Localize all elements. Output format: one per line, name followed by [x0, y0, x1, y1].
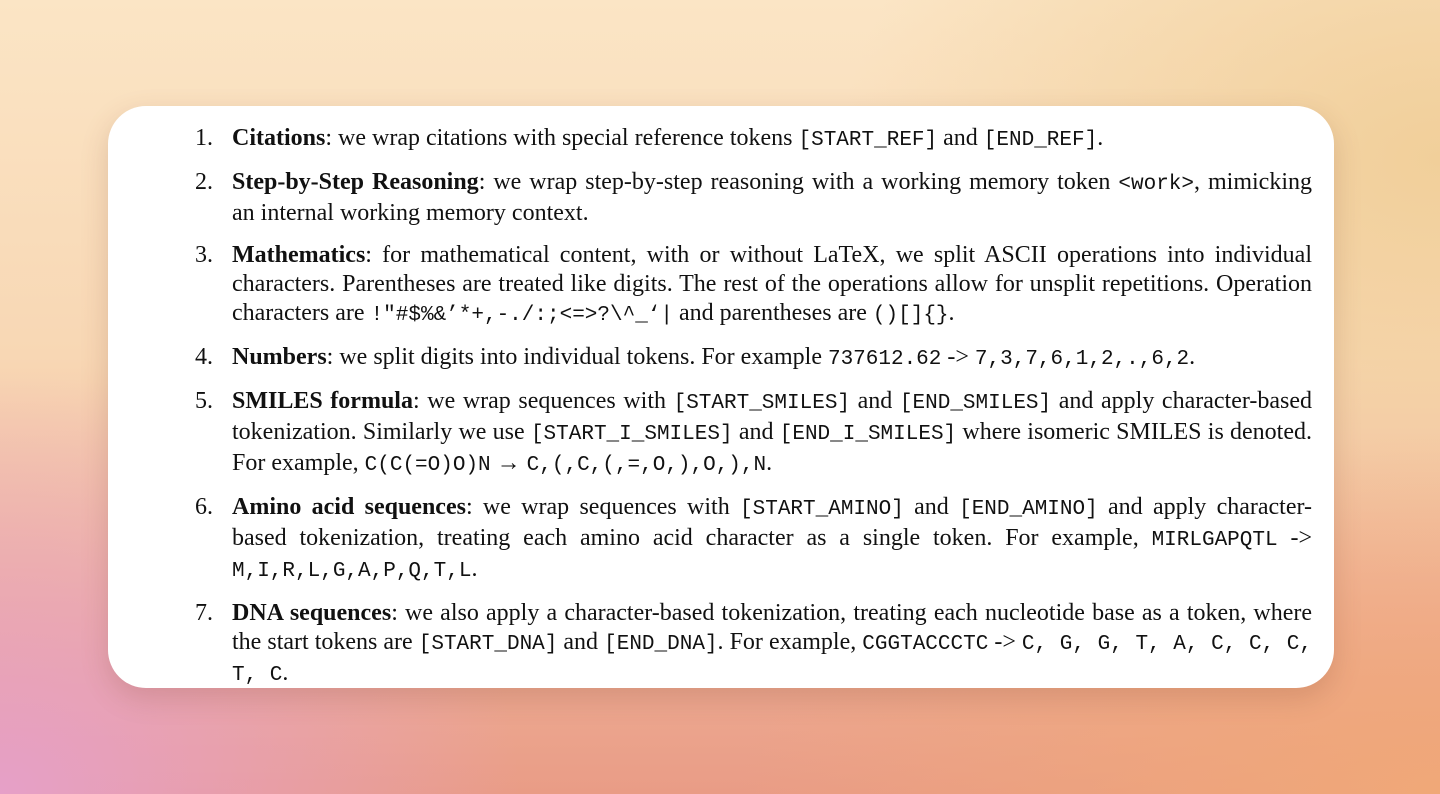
list-item-text: : for mathematical content, with or without LaTeX, we split ASCII operations into individual characters. Parentheses are treated like digits. The rest of the operations allow for unsplit repetitions. Operation characters are [232, 242, 1312, 326]
list-item [195, 387, 1313, 480]
token-code: M,I,R,L,G,A,P,Q,T,L [232, 560, 472, 583]
list-item-text: . [1097, 125, 1104, 151]
list-item-text: , mimicking an internal working memory context. [232, 169, 1312, 226]
list-item-number: 3. [195, 242, 213, 268]
list-item-text: -> [941, 344, 975, 370]
list-item-term: Mathematics [232, 242, 366, 268]
list-item-text: . [766, 450, 773, 476]
list-item-number: 4. [195, 344, 213, 370]
list-item-text: -> [1277, 525, 1312, 551]
list-item-text: : we wrap sequences with [412, 388, 674, 414]
list-item-text: . [282, 660, 289, 686]
list-item-text: : we split digits into individual tokens. For example [326, 344, 828, 370]
token-code: [END_AMINO] [959, 498, 1098, 521]
token-code: [END_I_SMILES] [779, 423, 957, 446]
list-item-term: Citations [232, 125, 326, 151]
list-item [195, 168, 1312, 228]
list-item-text: : we wrap sequences with [465, 494, 741, 520]
list-item-text: and [850, 388, 900, 414]
list-item-text: . [948, 300, 955, 326]
list-item-text: : we also apply a character-based tokenization, treating each nucleotide base as a token, where the start tokens are [232, 600, 1312, 655]
list-item-term: Amino acid sequences [232, 494, 466, 520]
list-item [195, 343, 1312, 374]
token-code: C(C(=O)O)N [364, 454, 491, 477]
token-code: [END_SMILES] [899, 392, 1052, 415]
list-item-text: and [903, 494, 960, 520]
list-item-number: 6. [195, 494, 213, 520]
list-item-text: and apply character-based tokenization, treating each amino acid character as a single token. For example, [232, 494, 1313, 551]
list-item-number: 1. [195, 125, 213, 151]
list-item-number: 2. [195, 169, 213, 195]
list-item-number: 7. [195, 600, 213, 626]
list-item [195, 241, 1312, 330]
token-code: [START_REF] [798, 129, 938, 152]
list-item-text: . [1189, 344, 1196, 370]
list-item-text: and [557, 629, 605, 655]
token-code: C, G, G, T, A, C, C, C, T, C [232, 633, 1313, 687]
list-item-text: . [471, 556, 478, 582]
list-item-term: Numbers [232, 344, 327, 370]
list-item-text: . For example, [717, 629, 863, 655]
list-item-term: Step-by-Step Reasoning [232, 169, 479, 195]
list-item-text: → [490, 450, 527, 476]
token-code: [START_I_SMILES] [530, 423, 733, 446]
list-item [195, 124, 1312, 155]
token-code: 7,3,7,6,1,2,.,6,2 [974, 348, 1190, 371]
list-item-text: where isomeric SMILES is denoted. For example, [232, 419, 1313, 476]
token-code: MIRLGAPQTL [1151, 529, 1278, 552]
list-item [195, 599, 1313, 690]
token-code: 737612.62 [827, 348, 942, 371]
list-item-term: DNA sequences [232, 600, 392, 626]
list-item-text: and apply character-based tokenization. Similarly we use [232, 388, 1313, 445]
list-item-text: and [937, 125, 984, 151]
list-item-number: 5. [195, 388, 213, 414]
list-item [195, 493, 1313, 586]
token-code: [START_DNA] [418, 633, 558, 656]
token-code: [END_DNA] [604, 633, 718, 656]
token-code: !"#$%&’*+,-./:;<=>?\^_‘| [370, 304, 674, 327]
token-code: [END_REF] [983, 129, 1098, 152]
list-item-text: : we wrap citations with special reference tokens [325, 125, 799, 151]
token-code: CGGTACCCTC [862, 633, 989, 656]
list-item-text: -> [988, 629, 1022, 655]
token-code: [START_AMINO] [740, 498, 904, 521]
content-card [108, 106, 1334, 688]
token-code: [START_SMILES] [673, 392, 851, 415]
token-code: C,(,C,(,=,O,),O,),N [526, 454, 767, 477]
token-code: ()[]{} [872, 304, 949, 327]
list-item-text: and [732, 419, 780, 445]
token-code: <work> [1118, 173, 1195, 196]
list-item-text: : we wrap step-by-step reasoning with a working memory token [478, 169, 1119, 195]
list-item-term: SMILES formula [232, 388, 413, 414]
tokenization-list [195, 124, 1313, 703]
list-item-text: and parentheses are [673, 300, 873, 326]
